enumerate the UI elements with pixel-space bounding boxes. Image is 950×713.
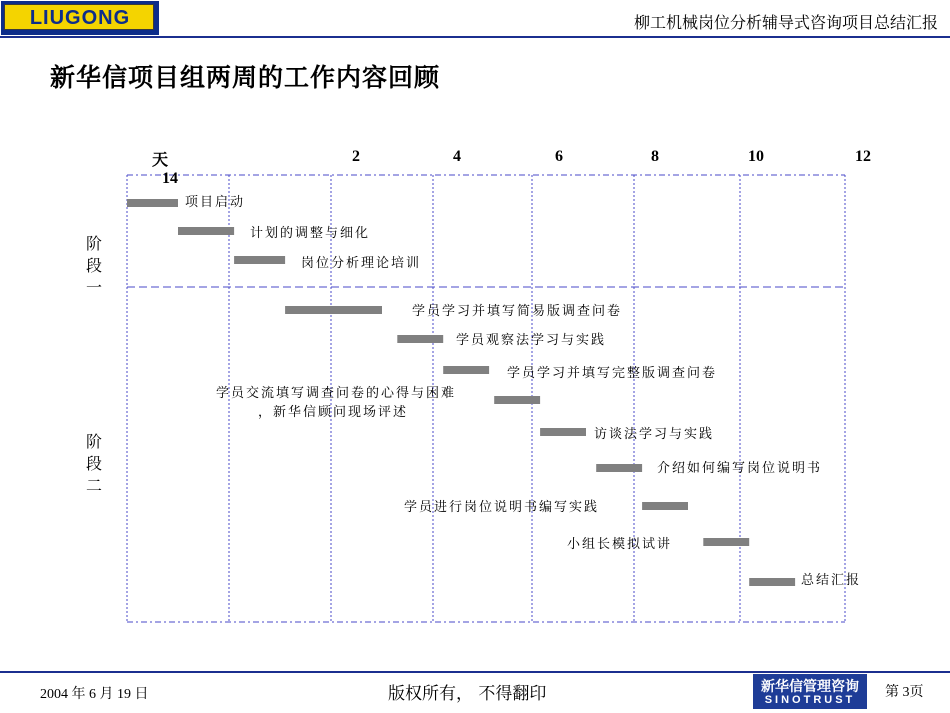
task-label: 访谈法学习与实践 — [594, 427, 715, 442]
brand-name-en: SINOTRUST — [764, 694, 856, 706]
axis-tick-label: 4 — [453, 148, 461, 165]
page-title: 新华信项目组两周的工作内容回顾 — [50, 63, 441, 92]
task-bar — [596, 464, 642, 472]
footer-date: 2004 年 6 月 19 日 — [40, 687, 149, 702]
phase-label-2: 阶段二 — [85, 432, 102, 495]
task-label: 学员交流填写调查问卷的心得与困难 — [216, 386, 457, 401]
logo-text: LIUGONG — [29, 7, 131, 29]
header-title: 柳工机械岗位分析辅导式咨询项目总结汇报 — [633, 13, 938, 32]
brand-name-cn: 新华信管理咨询 — [761, 679, 859, 695]
task-bar — [642, 502, 688, 510]
task-label-continued: ，新华信顾问现场评述 — [258, 405, 409, 420]
phase-label-1: 阶段一 — [85, 234, 102, 297]
task-label: 项目启动 — [185, 195, 246, 210]
task-label: 学员观察法学习与实践 — [456, 333, 607, 348]
axis-tick-label: 14 — [162, 170, 178, 187]
axis-tick-label: 2 — [352, 148, 360, 165]
task-bar — [285, 306, 382, 314]
task-bar — [178, 227, 234, 235]
task-label: 学员学习并填写简易版调查问卷 — [412, 304, 623, 319]
task-bar — [749, 578, 795, 586]
task-label: 小组长模拟试讲 — [567, 537, 673, 552]
task-bar — [443, 366, 489, 374]
task-bar — [397, 335, 443, 343]
copyright-notice: 版权所有， 不得翻印 — [388, 684, 547, 704]
axis-tick-label: 8 — [651, 148, 659, 165]
task-label: 岗位分析理论培训 — [301, 256, 422, 271]
task-bar — [127, 199, 178, 207]
axis-unit-label: 天 — [152, 152, 169, 169]
task-bar — [234, 256, 285, 264]
task-label: 学员进行岗位说明书编写实践 — [404, 500, 600, 515]
footer-divider — [0, 671, 950, 673]
page-number: 第 3页 — [885, 685, 924, 700]
task-label: 介绍如何编写岗位说明书 — [657, 461, 823, 476]
task-label: 计划的调整与细化 — [250, 226, 371, 241]
sinotrust-logo — [753, 674, 867, 709]
task-bar — [494, 396, 540, 404]
task-bar — [540, 428, 586, 436]
axis-tick-label: 6 — [555, 148, 563, 165]
task-label: 总结汇报 — [801, 573, 862, 588]
axis-tick-label: 12 — [855, 148, 871, 165]
task-bar — [703, 538, 749, 546]
axis-tick-label: 10 — [748, 148, 764, 165]
task-label: 学员学习并填写完整版调查问卷 — [507, 366, 718, 381]
